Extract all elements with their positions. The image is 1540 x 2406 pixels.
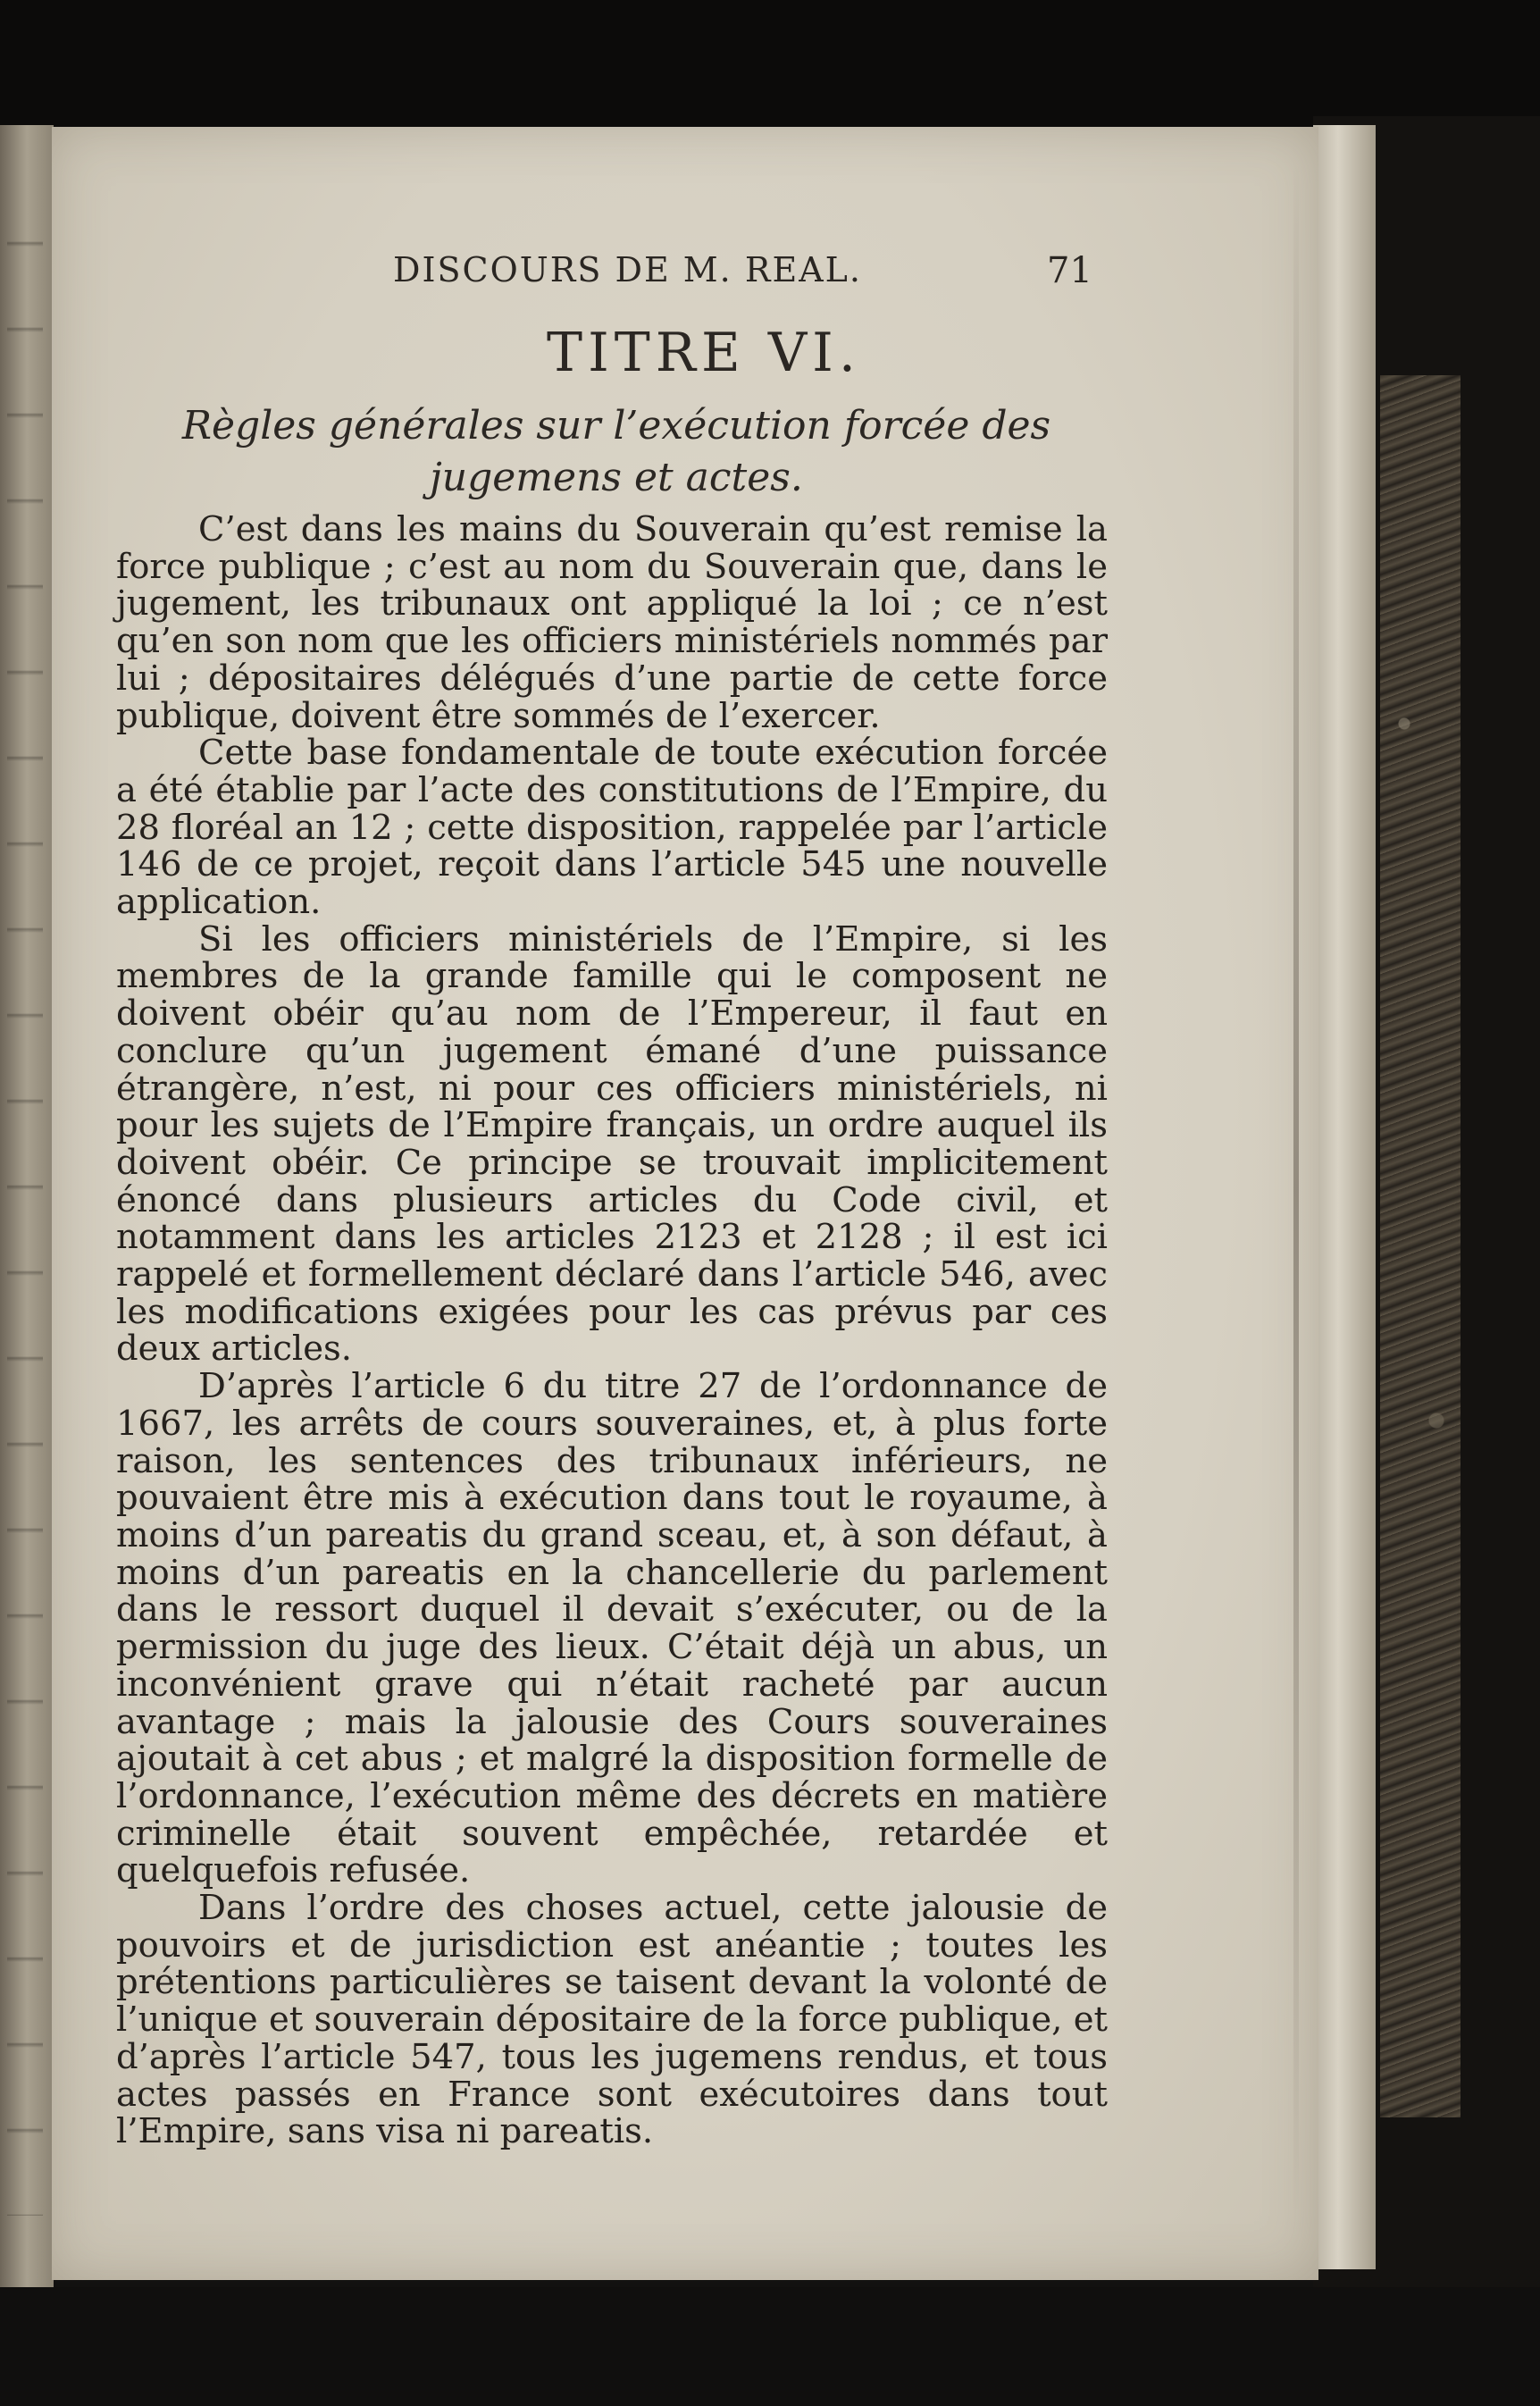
body-text bbox=[116, 511, 1108, 2150]
book-cover-texture bbox=[1380, 375, 1460, 2117]
page-edges-left-lines bbox=[7, 161, 43, 2216]
running-head-title: DISCOURS DE M. REAL. bbox=[393, 250, 862, 289]
paragraph-3: Si les officiers ministériels de l’Empire, si les membres de la grande famille qui le composent ne doivent obéir qu’au nom de l’Empereur, il faut en conclure qu’un jugement émané d’une puissance étrangère, n’est, ni pour ces officiers ministériels, ni pour les sujets de l’Empire français, un ordre auquel ils doivent obéir. Ce principe se trouvait implicitement énoncé dans plusieurs articles du Code civil, et notamment dans les articles 2123 et 2128 ; il est ici rappelé et formellement déclaré dans l’article 546, avec les modifications exigées pour les cas prévus par ces deux articles. bbox=[116, 918, 1108, 1370]
paragraph-5: Dans l’ordre des choses actuel, cette jalousie de pouvoirs et de jurisdiction est anéantie ; toutes les prétentions particulières se taisent devant la volonté de l’unique et souverain dépositaire de la force publique, et d’après l’article 547, tous les jugemens rendus, et tous actes passés en France sont exécutoires dans tout l’Empire, sans visa ni pareatis. bbox=[116, 1888, 1108, 2152]
scan-top-background bbox=[0, 0, 1540, 134]
scan-bottom-background bbox=[0, 2287, 1540, 2406]
running-head bbox=[0, 250, 1318, 304]
page-edges-right bbox=[1313, 125, 1376, 2269]
page-number: 71 bbox=[1047, 250, 1092, 291]
chapter-title: TITRE VI. bbox=[547, 322, 861, 384]
paragraph-1: C’est dans les mains du Souverain qu’est remise la force publique ; c’est au nom du Souverain que, dans le jugement, les tribunaux ont appliqué la loi ; ce n’est qu’en son nom que les officiers ministériels nommés par lui ; dépositaires délégués d’une partie de cette force publique, doivent être sommés de l’exercer. bbox=[116, 509, 1108, 736]
page-fold-shadow bbox=[1293, 161, 1299, 2216]
paragraph-2: Cette base fondamentale de toute exécution forcée a été établie par l’acte des constitutions de l’Empire, du 28 floréal an 12 ; cette disposition, rappelée par l’article 146 de ce projet, reçoit dans l’article 545 une nouvelle application. bbox=[116, 733, 1108, 923]
paragraph-4: D’après l’article 6 du titre 27 de l’ordonnance de 1667, les arrêts de cours souveraines, et, à plus forte raison, les sentences des tribunaux inférieurs, ne pouvaient être mis à exécution dans tout le royaume, à moins d’un pareatis du grand sceau, et, à son défaut, à moins d’un pareatis en la chancellerie du parlement dans le ressort duquel il devait s’exécuter, ou de la permission du juge des lieux. C’était déjà un abus, un inconvénient grave qui n’était racheté par aucun avantage ; mais la jalousie des Cours souveraines ajoutait à cet abus ; et malgré la disposition formelle de l’ordonnance, l’exécution même des décrets en matière criminelle était souvent empêchée, retardée et quelquefois refusée. bbox=[116, 1366, 1108, 1891]
chapter-subtitle: Règles générales sur l’exécution forcée des jugemens et actes. bbox=[181, 403, 1051, 500]
